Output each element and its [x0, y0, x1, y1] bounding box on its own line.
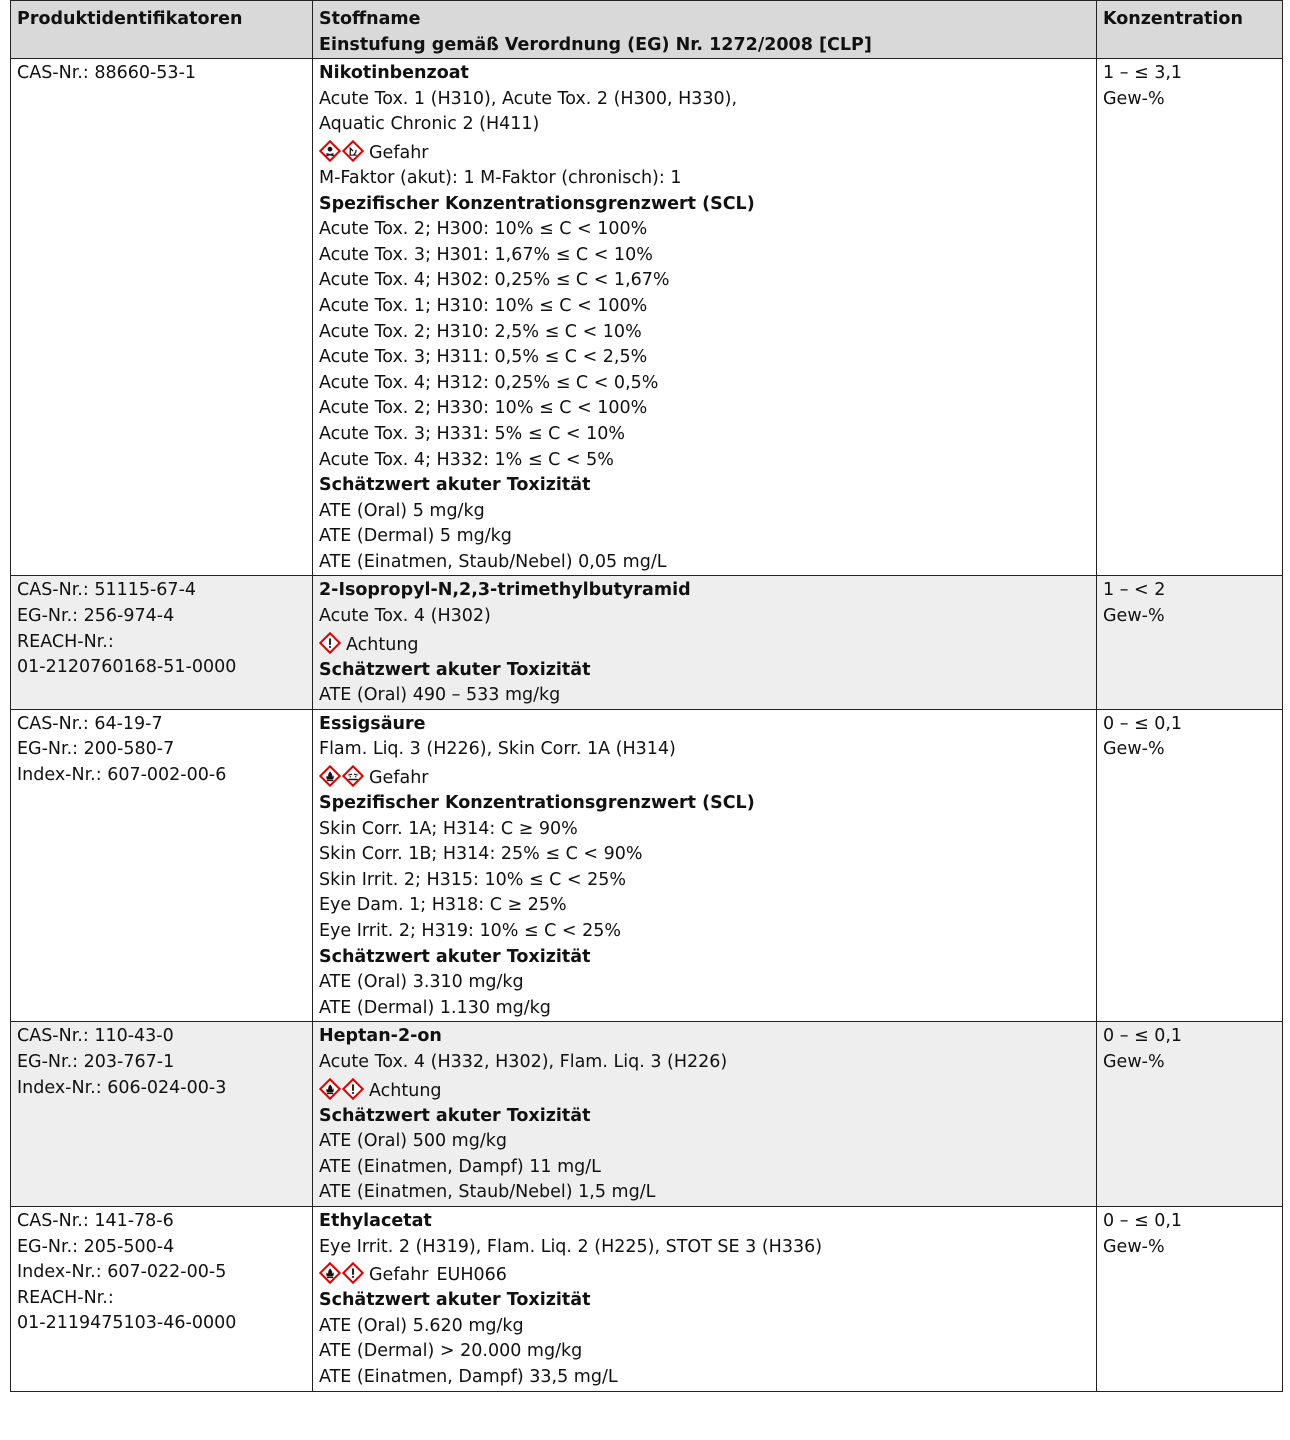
hazard-pictogram-row: [319, 763, 1090, 791]
identifier-line: 01-2120760168-51-0000: [17, 657, 237, 678]
sds-composition-document: [10, 0, 1282, 1392]
scl-line: Acute Tox. 2; H330: 10% ≤ C < 100%: [319, 398, 648, 419]
ate-heading: Schätzwert akuter Toxizität: [319, 946, 591, 967]
identifier-line: EG-Nr.: 205-500-4: [17, 1236, 175, 1257]
substance-cell: [313, 59, 1097, 576]
identifier-line: CAS-Nr.: 88660-53-1: [17, 63, 197, 84]
identifier-line: Index-Nr.: 607-002-00-6: [17, 765, 227, 786]
substance-row: [11, 709, 1283, 1022]
ate-line: ATE (Einatmen, Dampf) 33,5 mg/L: [319, 1366, 618, 1387]
header-concentration: [1097, 1, 1283, 59]
identifier-line: EG-Nr.: 203-767-1: [17, 1051, 175, 1072]
table-header-row: [11, 1, 1283, 59]
hazard-pictogram-row: [319, 1260, 1090, 1288]
substance-name: Heptan-2-on: [319, 1026, 442, 1047]
substance-name: Nikotinbenzoat: [319, 63, 469, 84]
classification-line: Aquatic Chronic 2 (H411): [319, 114, 540, 135]
substance-row: [11, 576, 1283, 709]
signal-word: Gefahr: [369, 1265, 429, 1286]
euh-statement: EUH066: [436, 1265, 507, 1286]
concentration-line: Gew-%: [1103, 739, 1165, 760]
environment-icon: [342, 143, 365, 163]
scl-line: Skin Corr. 1B; H314: 25% ≤ C < 90%: [319, 844, 643, 865]
concentration-cell: [1097, 59, 1283, 576]
ate-line: ATE (Dermal) 5 mg/kg: [319, 526, 512, 547]
scl-line: Skin Irrit. 2; H315: 10% ≤ C < 25%: [319, 869, 627, 890]
identifier-line: EG-Nr.: 256-974-4: [17, 606, 175, 627]
scl-line: Acute Tox. 3; H331: 5% ≤ C < 10%: [319, 423, 626, 444]
m-factor-line: M-Faktor (akut): 1 M-Faktor (chronisch): 1: [319, 167, 682, 188]
identifiers-cell: [11, 59, 313, 576]
flame-icon: [319, 768, 342, 788]
ate-line: ATE (Einatmen, Dampf) 11 mg/L: [319, 1156, 601, 1177]
header-substance: [313, 1, 1097, 59]
identifier-line: Index-Nr.: 606-024-00-3: [17, 1077, 227, 1098]
scl-line: Acute Tox. 4; H312: 0,25% ≤ C < 0,5%: [319, 372, 659, 393]
concentration-line: 1 – ≤ 3,1: [1103, 63, 1183, 84]
concentration-cell: [1097, 1206, 1283, 1391]
ate-line: ATE (Dermal) > 20.000 mg/kg: [319, 1341, 583, 1362]
substance-row: [11, 59, 1283, 576]
ate-line: ATE (Oral) 500 mg/kg: [319, 1131, 507, 1152]
scl-line: Eye Dam. 1; H318: C ≥ 25%: [319, 895, 567, 916]
substance-cell: [313, 709, 1097, 1022]
identifiers-cell: [11, 576, 313, 709]
identifier-line: EG-Nr.: 200-580-7: [17, 739, 175, 760]
ate-line: ATE (Dermal) 1.130 mg/kg: [319, 997, 551, 1018]
scl-line: Acute Tox. 2; H300: 10% ≤ C < 100%: [319, 219, 648, 240]
signal-word: Gefahr: [369, 768, 429, 789]
concentration-cell: [1097, 1022, 1283, 1207]
signal-word: Gefahr: [369, 142, 429, 163]
header-substance-name-label: Stoffname: [319, 9, 421, 29]
ate-line: ATE (Oral) 5 mg/kg: [319, 500, 485, 521]
concentration-line: Gew-%: [1103, 606, 1165, 627]
corrosion-icon: [342, 768, 365, 788]
substance-name: Ethylacetat: [319, 1210, 432, 1231]
exclamation-mark-icon: [319, 635, 342, 655]
concentration-line: Gew-%: [1103, 88, 1165, 109]
signal-word: Achtung: [369, 1080, 442, 1101]
hazard-pictogram-row: [319, 1076, 1090, 1104]
concentration-line: Gew-%: [1103, 1051, 1165, 1072]
identifier-line: CAS-Nr.: 51115-67-4: [17, 580, 197, 601]
flame-icon: [319, 1081, 342, 1101]
scl-line: Acute Tox. 1; H310: 10% ≤ C < 100%: [319, 295, 648, 316]
concentration-line: Gew-%: [1103, 1236, 1165, 1257]
substance-row: [11, 1206, 1283, 1391]
substance-name: 2-Isopropyl-N,2,3-trimethylbutyramid: [319, 580, 691, 601]
concentration-line: 0 – ≤ 0,1: [1103, 713, 1183, 734]
substance-name: Essigsäure: [319, 713, 426, 734]
substance-cell: [313, 1206, 1097, 1391]
identifiers-cell: [11, 709, 313, 1022]
concentration-cell: [1097, 576, 1283, 709]
identifier-line: REACH-Nr.:: [17, 1287, 114, 1308]
scl-line: Acute Tox. 4; H332: 1% ≤ C < 5%: [319, 449, 614, 470]
header-identifiers-label: Produktidentifikatoren: [17, 9, 243, 29]
ate-heading: Schätzwert akuter Toxizität: [319, 1105, 591, 1126]
classification-line: Acute Tox. 1 (H310), Acute Tox. 2 (H300, H330),: [319, 88, 738, 109]
identifier-line: CAS-Nr.: 64-19-7: [17, 713, 163, 734]
identifier-line: 01-2119475103-46-0000: [17, 1313, 237, 1334]
flame-icon: [319, 1265, 342, 1285]
identifier-line: REACH-Nr.:: [17, 631, 114, 652]
substance-cell: [313, 576, 1097, 709]
hazard-pictogram-row: [319, 138, 1090, 166]
identifier-line: Index-Nr.: 607-022-00-5: [17, 1262, 227, 1283]
concentration-line: 1 – < 2: [1103, 580, 1166, 601]
scl-line: Acute Tox. 4; H302: 0,25% ≤ C < 1,67%: [319, 270, 670, 291]
header-classification-label: Einstufung gemäß Verordnung (EG) Nr. 1272/2008 [CLP]: [319, 34, 872, 55]
ate-line: ATE (Einatmen, Staub/Nebel) 0,05 mg/L: [319, 551, 667, 572]
scl-heading: Spezifischer Konzentrationsgrenzwert (SCL): [319, 793, 755, 814]
concentration-cell: [1097, 709, 1283, 1022]
substance-cell: [313, 1022, 1097, 1207]
scl-line: Skin Corr. 1A; H314: C ≥ 90%: [319, 818, 578, 839]
ate-heading: Schätzwert akuter Toxizität: [319, 475, 591, 496]
ate-line: ATE (Oral) 5.620 mg/kg: [319, 1315, 524, 1336]
classification-line: Acute Tox. 4 (H332, H302), Flam. Liq. 3 (H226): [319, 1051, 728, 1072]
classification-line: Eye Irrit. 2 (H319), Flam. Liq. 2 (H225), STOT SE 3 (H336): [319, 1236, 823, 1257]
ate-heading: Schätzwert akuter Toxizität: [319, 659, 591, 680]
signal-word: Achtung: [346, 634, 419, 655]
identifier-line: CAS-Nr.: 110-43-0: [17, 1026, 174, 1047]
classification-line: Acute Tox. 4 (H302): [319, 606, 491, 627]
identifier-line: CAS-Nr.: 141-78-6: [17, 1210, 174, 1231]
concentration-line: 0 – ≤ 0,1: [1103, 1026, 1183, 1047]
scl-line: Eye Irrit. 2; H319: 10% ≤ C < 25%: [319, 921, 622, 941]
concentration-line: 0 – ≤ 0,1: [1103, 1210, 1183, 1231]
identifiers-cell: [11, 1206, 313, 1391]
scl-line: Acute Tox. 3; H301: 1,67% ≤ C < 10%: [319, 244, 653, 265]
ate-line: ATE (Oral) 3.310 mg/kg: [319, 972, 524, 993]
scl-line: Acute Tox. 3; H311: 0,5% ≤ C < 2,5%: [319, 347, 648, 368]
classification-line: Flam. Liq. 3 (H226), Skin Corr. 1A (H314): [319, 739, 676, 760]
composition-table: [10, 0, 1283, 1392]
exclamation-mark-icon: [342, 1081, 365, 1101]
scl-line: Acute Tox. 2; H310: 2,5% ≤ C < 10%: [319, 321, 642, 342]
substance-row: [11, 1022, 1283, 1207]
ate-line: ATE (Oral) 490 – 533 mg/kg: [319, 685, 561, 706]
scl-heading: Spezifischer Konzentrationsgrenzwert (SCL): [319, 193, 755, 214]
ate-line: ATE (Einatmen, Staub/Nebel) 1,5 mg/L: [319, 1182, 656, 1203]
hazard-pictogram-row: [319, 630, 1090, 658]
header-concentration-label: Konzentration: [1103, 9, 1243, 29]
header-identifiers: [11, 1, 313, 59]
exclamation-mark-icon: [342, 1265, 365, 1285]
table-body: [11, 59, 1283, 1391]
identifiers-cell: [11, 1022, 313, 1207]
skull-crossbones-icon: [319, 143, 342, 163]
ate-heading: Schätzwert akuter Toxizität: [319, 1290, 591, 1311]
